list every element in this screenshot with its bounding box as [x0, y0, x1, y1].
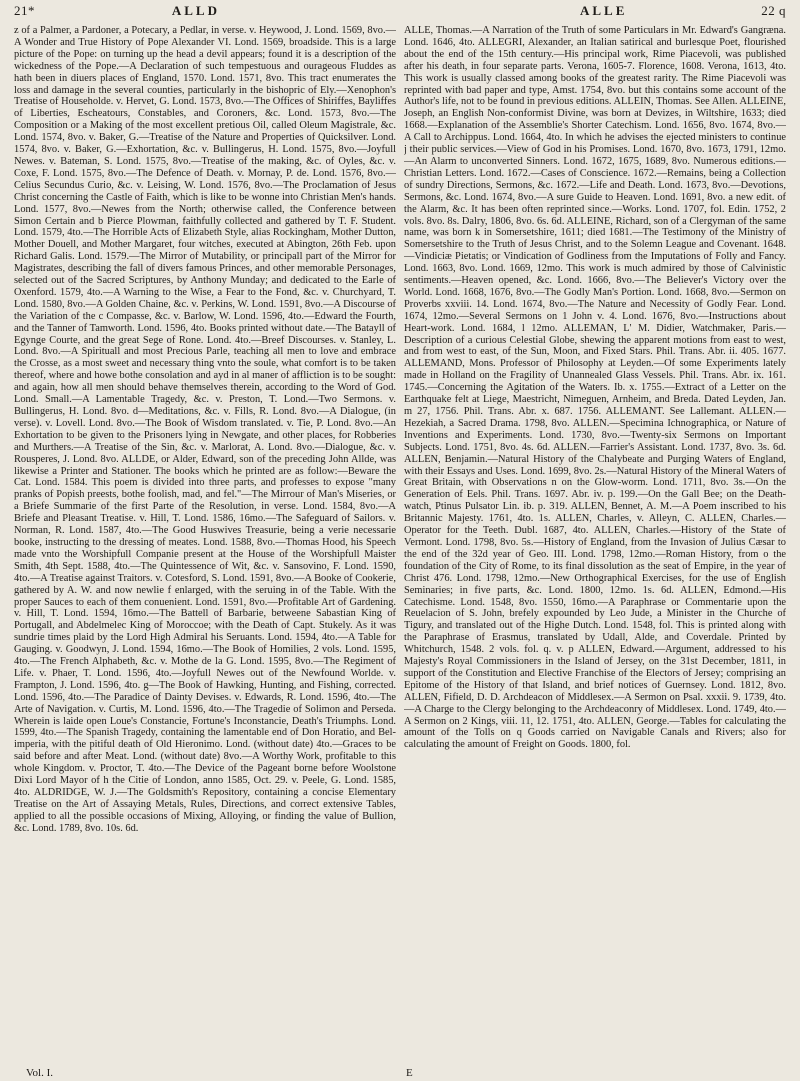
signature-mark: E: [406, 1067, 413, 1079]
page-footer: [26, 1067, 760, 1079]
text-columns: [14, 25, 786, 1057]
right-column-text: ALLE, Thomas.—A Narration of the Truth of some Particulars in Mr. Edward's Gangræna. Lond. 1646, 4to. ALLEGRI, Alexander, an Italian satirical and burlesque Poet, flourished about the end of the 15th century.—His principal work, Rime Piacevoli, was published after his death, in four separate parts. Verona, 1605-7. Florence, 1608. Verona, 1613, 4to. This work is usually classed among books of the greatest rarity. The Rime Piacevoli was reprinted with bad paper and type, Amst. 1754, 8vo. but this contains some account of the Author's life, not to be found in previous editions. ALLEIN, Thomas. See Allen. ALLEINE, Joseph, an English Non-conformist Divine, was born at Devizes, in Wiltshire, 1633; died 1668.—Explanation of the Assemblie's Shorter Catechism. Lond. 1656, 8vo. 1674, 8vo.—A Call to Archippus. Lond. 1664, 4to. In which he advises the ejected ministers to continue j their public services.—View of God in his Promises. Lond. 1670, 8vo. 1673, 1791, 12mo.—An Alarm to unconverted Sinners. Lond. 1672, 1675, 1689, 8vo. Numerous editions.—Christian Letters. Lond. 1672.—Cases of Conscience. 1672.—Remains, being a Collection of sundry Directions, Sermons, &c. 1672.—Life and Death. Lond. 1673, 8vo.—Devotions, Sermons, &c. Lond. 1674, 8vo.—A sure Guide to Heaven. Lond. 1691, 8vo. a new edit. of the Alarm, &c. It has been often reprinted since.—Works. Lond. 1707, fol. Edin. 1752, 2 vols. 8vo. 8s. Dalry, 1806, 8vo. 6s. 6d. ALLEINE, Richard, son of a Clergyman of the same name, was born k in Somersetshire, 1611; died 1681.—The Testimony of the Ministry of Somersetshire to the Truth of Jesus Christ, and to the Solemn League and Covenant. 1648.—Vindiciæ Pietatis; or Vindication of Godliness from the Imputations of Folly and Fancy. Lond. 1663, 8vo. Lond. 1669, 12mo. This work is much admired by those of Calvinistic sentiments.—Heaven opened, &c. Lond. 1666, 8vo.—The Believer's Victory over the World. Lond. 1668, 1676, 8vo.—The Godly Man's Portion. Lond. 1668, 8vo.—Sermon on Proverbs xxviii. 14. Lond. 1674, 8vo.—The Nature and Necessity of Godly Fear. Lond. 1674, 12mo.—Several Sermons on 1 John v. 4. Lond. 1676, 8vo.—Instructions about Heart-work. Lond. 1684, l 12mo. ALLEMAN, L' M. Didier, Watchmaker, Paris.—Description of a curious Celestial Globe, shewing the apparent motions from east to west, and from west to east, of the Sun, Moon, and Fixed Stars. Phil. Trans. Abr. ii. 405. 1677. ALLEMAND, Mons. Professor of Philosophy at Leyden.—Of some Experiments lately made in Holland on the Fragility of Unannealed Glass Vessels. Phil. Trans. Abr. ix. 161. 1745.—Concerning the Agitation of the Waters. Ib. x. 1755.—Extract of a Letter on the Earthquake felt at Liege, Maestricht, Nimeguen, Arnheim, and Breda. Dated Leyden, Jan. m 27, 1756. Phil. Trans. Abr. x. 687. 1756. ALLEMANT. See Lallemant. ALLEN.—Hezekiah, a Sacred Drama. 1798, 8vo. ALLEN.—Specimina Ichnographica, or Nature of Inventions and Experiments. Lond. 1730, 8vo.—Twenty-six Sermons on Important Subjects. Lond. 1751, 8vo. 4s. 6d. ALLEN.—Farrier's Assistant. Lond. 1737, 8vo. 3s. 6d. ALLEN, Benjamin.—Natural History of the Chalybeate and Purging Waters of England, with their Essays and Uses. Lond. 1699, 8vo. 2s.—Natural History of the Mineral Waters of Great Britain, with Observations n on the Glow-worm. Lond. 1711, 8vo. 3s.—On the Generation of Eels. Phil. Trans. 1697. Abr. iv. p. 199.—On the Gall Bee; on the Death-watch, Ptinus Pulsator Lin. ib. p. 319. ALLEN, Bennet, A. M.—A Poem inscribed to his Britannic Majesty. 1761, 4to. 1s. ALLEN, Charles, v. Alleyn, C. ALLEN, Charles.—Operator for the Teeth. Dubl. 1687, 4to. ALLEN, Charles.—History of the State of Vermont. Lond. 1798, 8vo. 5s.—History of England, from the Invasion of Julius Cæsar to the end of the 32d year of Geo. III. Lond. 1798, 12mo.—Roman History, from o the foundation of the City of Rome, to its final dissolution as the seat of Empire, in the year of Christ 476. Lond. 1798, 12mo.—New Orthographical Exercises, for the use of English Seminaries; in five parts, &c. Lond. 1800, 12mo. 1s. 6d. ALLEN, Edmond.—His Catechisme. Lond. 1548, 8vo. 1550, 16mo.—A Paraphrase or Commentarie upon the Reuelacion of S. John, brefely expounded by Leo Jude, a Minister in the Churche of Tigury, and translated out of the Highe Dutch. Lond. 1548, fol. This is printed along with the Paraphrase of Erasmus, translated by Udall, Alde, and Coverdale. Printed by Whitchurch, 1548. 2 vols. fol. q. v. p ALLEN, Edward.—Argument, addressed to his Majesty's Royal Commissioners in the Island of Jersey, on the 31st December, 1811, in support of the Constitution and Elective Franchise of the Electors of Jersey; comprising an Epitome of the History of that Island, and brief notices of Guernsey. Lond. 1812, 8vo. ALLEN, Fifield, D. D. Archdeacon of Middlesex.—A Sermon on Psal. xxxii. 9. 1739, 4to.—A Charge to the Clergy belonging to the Archdeaconry of Middlesex. Lond. 1749, 4to.—A Sermon on 2 Kings, viii. 11, 12. 1751, 4to. ALLEN, George.—Tables for calculating the amount of the Tolls on q Goods carried on Navigable Canals and Rivers; also for calculating the amount of Freight on Goods. 1800, fol.: [404, 25, 786, 751]
left-header: [14, 3, 420, 19]
left-running-title: ALLD: [171, 3, 220, 18]
volume-label: Vol. I.: [26, 1067, 53, 1079]
left-page-number: 21*: [14, 3, 35, 18]
left-column-text: z of a Palmer, a Pardoner, a Potecary, a Pedlar, in verse. v. Heywood, J. Lond. 1569, 8vo.—A Wonder and True History of Pope Alexander VI. Lond. 1569, broadside. This is a large picture of the Pope: on turning up the head a devil appears; found it is a description of the wickedness of the Pope.—A Declaration of such tempestuous and ourageous Fluddes as hath been in diuers places of England, 1570. Lond. 1571, 8vo. This tract enumerates the loss and damage in the several counties, particularly in the bishopric of Ely.—Xenophon's Treatise of Householde. v. Hervet, G. Lond. 1573, 8vo.—The Offices of Shiriffes, Bayliffes of Liberties, Escheatours, Constables, and Coroners, &c. Lond. 1573, 8vo.—The Composition or a Making of the most excellent pretious Oil, called Oleum Magistrale, &c. Lond. 1574, 8vo. v. Baker, G.—Treatise of the Nature and Properties of Quicksilver. Lond. 1574, 8vo. v. Baker, G.—Exhortation, &c. v. Bullingerus, H. Lond. 1575, 8vo.—Joyfull Newes. v. Bateman, S. Lond. 1575, 8vo.—Treatise of the making, &c. of Oyles, &c. v. Coxe, F. Lond. 1575, 8vo.—The Defence of Death. v. Mornay, P. de. Lond. 1576, 8vo.—Celius Secundus Curio, &c. v. Leising, W. Lond. 1576, 8vo.—The Proclamation of Jesus Christ concerning the Castle of Faith, which is like to be wonne into Christian Men's hands. Lond. 1577, 8vo.—Newes from the North; otherwise called, the Conference between Simon Certain and b Pierce Plowman, faithfully collected and gathered by T. F. Student. Lond. 1579, 4to.—The Horrible Acts of Elizabeth Style, alias Rockingham, Mother Dutton, Mother Douell, and Mother Margaret, four witches, executed at Abington, 26th Feb. upon Richard Galis. Lond. 1579.—The Mirror of Mutability, or principall part of the Mirror for Magistrates, describing the fall of divers famous Princes, and other memorable Personages, selected out of the Sacred Scriptures, by Anthony Munday; and dedicated to the Earle of Oxenford. 1579, 4to.—A Warning to the Wise, a Fear to the Fond, &c. v. Churchyard, T. Lond. 1580, 8vo.—A Golden Chaine, &c. v. Perkins, W. Lond. 1591, 8vo.—A Discourse of the Variation of the c Compasse, &c. v. Barlow, W. Lond. 1596, 4to.—Edward the Fourth, and the Tanner of Tamworth. Lond. 1596, 4to. Books printed without date.—The Batayll of Egynge Courte, and the great Sege of Rone. Lond. 4to.—Breef Discourses. v. Stanley, L. Lond. 8vo.—A Spirituall and most Precious Parle, teaching all men to love and embrace the Crosse, as a most sweet and necessary thing vnto the soule, what comfort is to be taken thereof, where and howe bothe consolation and ayd in al maner of affliction is to be sought: and again, how all men should behave themselves therein, according to the Word of God. Lond. Small.—A Lamentable Tragedy, &c. v. Preston, T. Lond.—Two Sermons. v. Bullingerus, H. Lond. 8vo. d—Meditations, &c. v. Fills, R. Lond. 8vo.—A Dialogue, (in verse). v. Lovell. Lond. 8vo.—The Book of Wisdom translated. v. Tie, P. Lond. 8vo.—An Exhortation to be given to the Prisoners lying in Newgate, and other places, for Robberies and Murthers.—A Treatise of the Sin, &c. v. Marlorat, A. Lond. 8vo.—Dialogue, &c. v. Rousperes, J. Lond. 8vo. ALLDE, or Alder, Edward, son of the preceding John Allde, was likewise a Printer and Stationer. The books which he printed are as follow:—Beware the Cat. Lond. 1584. This poem is divided into three parts, and professes to expose "many pranks of Popish preests, bothe foolish, mad, and fel."—The Mirrour of Man's Miseries, or a Briefe Summarie of the first Parte of the Resolution, in verse. Lond. 1584, 8vo.—A Briefe and Pleasant Treatise. v. Hill, T. Lond. 1586, 16mo.—The Safeguard of Sailors. v. Norman, R. Lond. 1587, 4to.—The Good Huswives Treasurie, being a verie necessarie booke, instructing to the dressing of meates. Lond. 1588, 8vo.—Thomas Hood, his Speech made vnto the Worshipfull Companie present at the House of the Worshipfull Maister Smith, 4th Sept. 1588, 4to.—The Quintessence of Wit, &c. v. Sansovino, F. Lond. 1590, 4to.—A Treatise against Traitors. v. Cotesford, S. Lond. 1591, 8vo.—A Booke of Cookerie, gathered by A. W. and now newlie f enlarged, with the seruing in of the Table. With the proper Sauces to each of them conuenient. Lond. 1591, 8vo.—Profitable Art of Gardening. v. Hill, T. Lond. 1594, 16mo.—The Battell of Barbarie, betweene Sabastian King of Portugall, and Abdelmelec King of Moroccoe; with the Death of Capt. Stukely. As it was sundrie times plaid by the Lord High Admiral his Seruants. Lond. 1594, 4to.—A Table for Gauging. v. Goodwyn, J. Lond. 1594, 16mo.—The Book of Homilies, 2 vols. Lond. 1595, 4to.—The French Alphabeth, &c. v. Mothe de la G. Lond. 1595, 8vo.—The Regiment of Life. v. Phaer, T. Lond. 1596, 4to.—Joyfull Newes out of the Newfound Worlde. v. Frampton, J. Lond. 1596, 4to. g—The Book of Hawking, Hunting, and Fishing, corrected. Lond. 1596, 4to.—The Paradice of Dainty Devises. v. Edwards, R. Lond. 1596, 4to.—The Arte of Navigation. v. Curtis, M. Lond. 1596, 4to.—The Tragedie of Solimon and Perseda. Wherein is laide open Loue's Constancie, Fortune's Inconstancie, Death's Triumphs. Lond. 1599, 4to.—The Spanish Tragedy, containing the lamentable end of Don Horatio, and Bel-imperia, with the pitiful death of Old Hieronimo. Lond. (without date) 4to.—Graces to be said before and after Meat. Lond. (without date) 8vo.—A Worthy Work, profitable to this whole Kingdom. v. Proctor, T. 4to.—The Device of the Pageant borne before Woolstone Dixi Lord Mayor of h the Citie of London, anno 1585, Oct. 29. v. Peele, G. Lond. 1585, 4to. ALDRIDGE, W. J.—The Goldsmith's Repository, containing a concise Elementary Treatise on the Art of Assaying Metals, Rules, Directions, and correct extensive Tables, applied to all the possible occasions of Mixing, Alloying, or finding the value of Bullion, &c. Lond. 1789, 8vo. 10s. 6d.: [14, 25, 396, 834]
right-page-number: 22 q: [761, 3, 786, 18]
running-header: [14, 3, 786, 25]
left-column: [14, 25, 396, 1057]
right-column: [404, 25, 786, 1057]
right-running-title: ALLE: [580, 3, 628, 18]
right-header: [420, 3, 786, 19]
